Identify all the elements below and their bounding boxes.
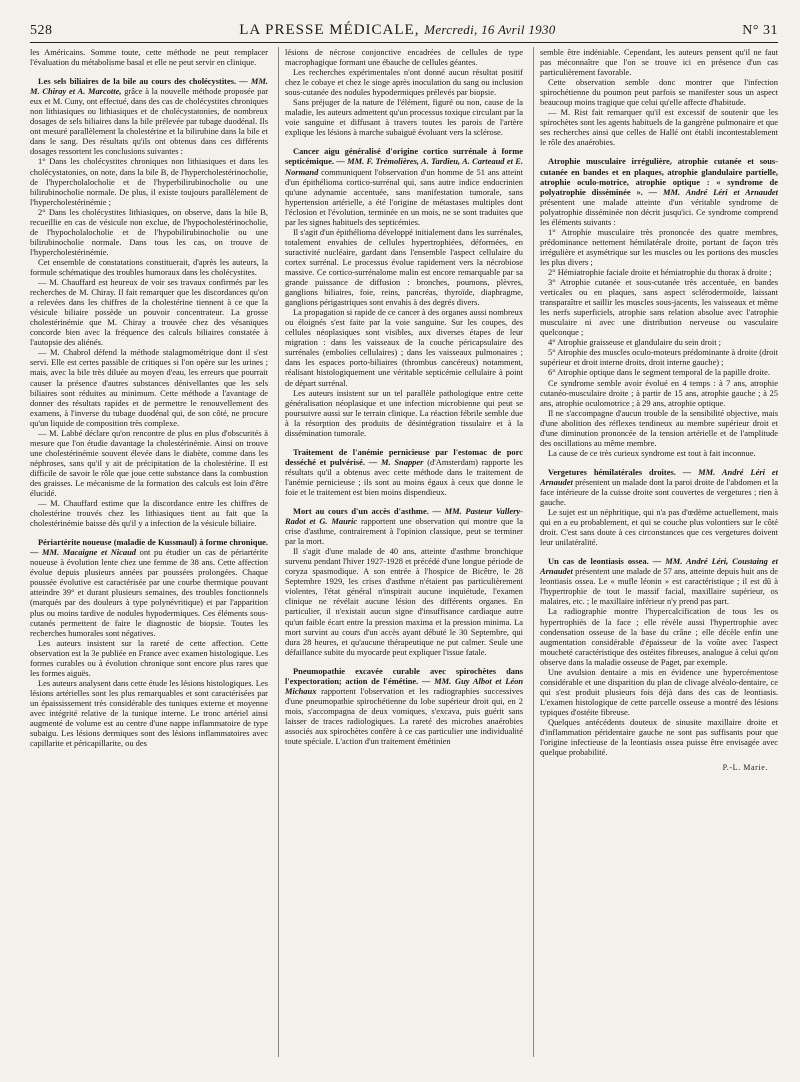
paragraph: 1° Dans les cholécystites chroniques non lithiasiques et dans les cholécystatonies, on note, dans la bile B, de l'hypercholestérinocholie, de l'hypercholalocholie et de l'hyperbilirubinocholie ou une bilirubinocholie normale. De plus, il existe toujours parallèlement de l'hypercholestérinémie ; [30, 156, 268, 207]
page-number: 528 [30, 23, 53, 38]
paragraph: — M. Chauffard estime que la discordance entre les chiffres de cholestérine trouvés chez les lithiasiques tient au fait que la cholestérinémie baisse dès qu'il y a infection de la vésicule biliaire. [30, 498, 268, 529]
column-2 [278, 47, 523, 1057]
list-item: 4° Atrophie graisseuse et glandulaire du sein droit ; [548, 337, 722, 348]
list-item: 6° Atrophie optique dans le segment temporal de la papille droite. [548, 367, 770, 378]
paragraph: — M. Chauffard est heureux de voir ses travaux confirmés par les recherches de M. Chiray. Il fait remarquer que les discordances qu'on a relevées dans les chiffres de la cholestérine tiennent à ce que la vésicule biliaire possède un pouvoir concentrateur. La grosse cholestérinémie que M. Chiray a trouvée chez des vésaniques concorde bien avec la fréquence des calculs biliaires constatée à l'autopsie des aliénés. [30, 277, 268, 348]
article-polyatrophie [540, 156, 778, 457]
paragraph: Les auteurs insistent sur un tel parallèle pathologique entre cette généralisation néoplasique et une infection microbienne qui peut se poursuivre aussi sur le terrain clinique. La réaction fébrile semble due à la résorption des produits de désintégration tissulaire et à la dissémination tumorale. [285, 387, 523, 438]
article-periarterite-continued [285, 47, 523, 137]
paragraph: Quelques antécédents douteux de sinusite maxillaire droite et d'inflammation péridentaire gauche ne sont pas suffisants pour que l'origine infectieuse de la leontiasis ossea puisse être envisagée avec quelque probabilité. [540, 717, 778, 758]
article-authors: — MM. M. Chiray et A. Marcotte, [30, 76, 268, 97]
paragraph: grâce à la nouvelle méthode proposée par eux et M. Cuny, ont effectué, dans des cas de cholécystites chroniques non lithiasiques ou lithiasiques et de cholécystatonies, de nombreux dosages de sels biliaires dans la bile prélevée par tubage duodénal. Ils ont mesuré parallèlement la cholestérine et la bilirubine dans la bile et dans le sang. Des résultats qu'ils ont obtenus dans ces différents dosages ressortent les conclusions suivantes : [30, 86, 268, 157]
paragraph: Cette observation semble donc montrer que l'infection spirochétienne du poumon peut parfois se manifester sous un aspect beaucoup moins tragique que celui qu'elle affecte d'habitude. [540, 77, 778, 108]
article-authors: — MM. Pasteur Vallery-Radot et G. Mauric [285, 506, 523, 527]
article-periarterite [30, 537, 268, 748]
article-title: Un cas de leontiasis ossea. [548, 556, 649, 567]
paragraph: présentent une malade atteinte d'un véritable syndrome de polyatrophie disséminée non décrit jusqu'ici. Ce syndrome comprend les éléments suivants : [540, 196, 778, 227]
paragraph: Cet ensemble de constatations constituerait, d'après les auteurs, la formule schématique des troubles humoraux dans les cholécystites. [30, 256, 268, 277]
article-title: Périartérite noueuse (maladie de Kussmaul) à forme chronique. [38, 537, 268, 548]
paragraph: présentent une malade de 57 ans, atteinte depuis huit ans de leontiasis ossea. Le « mufle léonin » est caractéristique ; il est dû à l'hypertrophie de tout le massif facial, maxillaire supérieur, os malaires, etc. ; le maxillaire inférieur n'y prend pas part. [540, 566, 778, 607]
author-signature: P.-L. Marie. [722, 763, 768, 773]
paragraph: La cause de ce très curieux syndrome est tout à fait inconnue. [548, 447, 756, 458]
paragraph: 2° Dans les cholécystites lithiasiques, on observe, dans la bile B, recueillie en cas de vésicule non exclue, de l'hypocholestérinocholie, de l'hypocholalocholie et de l'hypobilirubinocholie ou une bilirubinocholie normale. Dans tous les cas, on trouve de l'hypercholestérinémie. [30, 206, 268, 257]
article-title: Vergetures hémilatérales droites. [548, 466, 676, 477]
paragraph: semble être indéniable. Cependant, les auteurs pensent qu'il ne faut pas méconnaître que l'on se trouve ici en présence d'un cas particulièrement favorable. [540, 47, 778, 78]
paragraph: Il s'agit d'un épithélioma développé initialement dans les surrénales, totalement envahies de cellules hypertrophiées, déformées, en suractivité nucléaire, gardant dans l'ensemble l'aspect cellulaire du cortex surrénal. Le processus évolue rapidement vers la nécrobiose massive. Ce cortico-surrénalome malin est encore remarquable par sa grande puissance de diffusion : bronches, poumons, plèvres, ganglions biliaires, foie, reins, pancréas, thyroïde, diaphragme, ganglions périgastriques sont envahis à des degrés divers. [285, 226, 523, 308]
publication-line [239, 22, 555, 39]
article-title: Cancer aigu généralisé d'origine cortico surrénale à forme septicémique. [285, 146, 523, 167]
article-cancer-surrenal [285, 146, 523, 437]
article-pneumopathie [285, 666, 523, 746]
article-title: Traitement de l'anémie pernicieuse par l'estomac de porc desséché et pulvérisé. [285, 446, 523, 467]
list-item: 2° Hémiatrophie faciale droite et hémiatrophie du thorax à droite ; [548, 266, 772, 277]
paragraph: Le sujet est un néphritique, qui n'a pas d'œdème actuellement, mais qui en a eu probablement, et qui se couche plus volontiers sur le côté droit. C'est sans doute à ces circonstances que ces vergetures doivent leur unilatéralité. [540, 507, 778, 548]
article-authors: — MM. Macaigne et Nicaud [30, 547, 137, 558]
list-item: 5° Atrophie des muscles oculo-moteurs prédominante à droite (droit supérieur et droit interne droits, droit interne gauche) ; [540, 347, 778, 368]
publication-title: LA PRESSE MÉDICALE, [239, 22, 420, 38]
article-pneumopathie-continued [540, 47, 778, 147]
paragraph: Il ne s'accompagne d'aucun trouble de la sensibilité objective, mais d'une abolition des réflexes tendineux au membre supérieur droit et d'une diminution prononcée de la tension artérielle et de l'amplitude des oscillations au même membre. [540, 407, 778, 448]
issue-number: N° 31 [742, 23, 778, 38]
paragraph: (d'Amsterdam) rapporte les résultats qu'il a obtenus avec cette méthode dans le traitement de l'anémie pernicieuse ; ils sont au moins égaux à ceux que donne le foie et le traitement est bien moins dispendieux. [285, 456, 523, 497]
list-item: 3° Atrophie cutanée et sous-cutanée très accentuée, en bandes verticales ou en plaques, sans aspect sclérodermoïde, laissant transparaître et saillir les muscles sous-jacents, les vaisseaux et même les nerfs superficiels, atrophie sans relation absolue avec l'atrophie musculaire ni avec une distribution nerveuse ou vasculaire quelconque ; [540, 277, 778, 338]
article-authors: — MM. André Léri, Coustaing et Arnaudet [540, 556, 778, 577]
text-columns [30, 47, 778, 1057]
paragraph: Les auteurs insistent sur la rareté de cette affection. Cette observation est la 3e publiée en France avec examen histologique. Les formes curables ou à évolution chronique sont encore plus rares que les formes aiguës. [30, 637, 268, 678]
paragraph: Il s'agit d'une malade de 40 ans, atteinte d'asthme bronchique survenu pendant l'hiver 1927-1928 et précédé d'une longue période de coryza spasmodique. A son entrée à l'hospice de Bicêtre, le 28 Septembre 1929, les crises d'asthme n'étaient pas particulièrement violentes, l'état général n'inspirait aucune inquiétude, l'examen clinique ne révélait aucune lésion des différents organes. En particulier, il n'existait aucun signe d'insuffisance cardiaque autre qu'un faible écart entre la pression maxima et la pression minima. La mort survint au cours d'un accès ayant débuté le 30 Septembre, qui dura 28 heures, et qu'aucune thérapeutique ne put calmer. Seule une défaillance subite du myocarde peut expliquer l'issue fatale. [285, 546, 523, 657]
running-header [30, 22, 778, 43]
article-mort-asthme [285, 506, 523, 657]
paragraph: — M. Labbé déclare qu'on rencontre de plus en plus d'obscurités à mesure que l'on étudie davantage la cholestérinémie. Ainsi on trouve une cholestérinémie souvent élevée dans le diabète, comme dans les néphroses, sans qu'il y ait de précipitation de la cholestérine. Il est difficile de savoir le rôle que joue cette substance dans la combustion des graisses. Le mécanisme de la formation des calculs est loin d'être élucidé. [30, 427, 268, 499]
paragraph: — M. Rist fait remarquer qu'il est excessif de soutenir que les spirochètes sont les agents habituels de la gangrène pulmonaire et que ses recherches ainsi que celles de Hallé ont établi incontestablement le rôle des anaérobies. [540, 107, 778, 148]
paragraph: Les auteurs analysent dans cette étude les lésions histologiques. Les lésions artérielles sont les plus remarquables et sont caractérisées par un épaississement très considérable des tuniques externe et moyenne avec intégrité relative de la tunique interne. Le tronc artériel ainsi augmenté de volume est au centre d'une nappe inflammatoire de type subaigu. Les lésions dermiques sont des lésions inflammatoires avec capillarite et péricapillarite, ou des [30, 677, 268, 749]
article-title: Les sels biliaires de la bile au cours des cholécystites. [38, 76, 237, 87]
article-authors: — MM. Guy Albot et Léon Michaux [285, 675, 523, 696]
paragraph: lésions de nécrose conjonctive encadrées de cellules de type macrophagique formant une ébauche de cellules géantes. [285, 47, 523, 68]
article-title: Atrophie musculaire irrégulière, atrophie cutanée et sous-cutanée en bandes et en plaques, atrophie glandulaire partielle, atrophie oculo-motrice, atrophie optique : « syndrome de polyatrophie disséminée ». [540, 156, 778, 197]
paragraph: Sans préjuger de la nature de l'élément, figuré ou non, cause de la maladie, les auteurs admettent qu'un processus toxique circulant par la voie sanguine et diffusant à travers toutes les parois de l'artère explique les lésions à marche subaiguë évoluant vers la sclérose. [285, 97, 523, 138]
list-item: 1° Atrophie musculaire très prononcée des quatre membres, prédominance nettement hémilatérale droite, portant de façon très irrégulière et asymétrique sur les muscles ou les portions des muscles les plus divers ; [540, 226, 778, 267]
paragraph: — M. Chabrol défend la méthode stalagmométrique dont il s'est servi. Elle est certes passible de critiques si l'on opère sur les urines ; mais, avec la bile très diluée au moyen d'eau, les erreurs que pourrait causer la présence d'autres substances dénivellantes que les sels biliaires sont réduites au minimum. Cette méthode a l'avantage de donner des résultats rapides et de permettre le renouvellement des examens, à l'inverse du tubage duodénal qui, de son côté, ne procure qu'un liquide de composition très complexe. [30, 347, 268, 428]
paragraph: présentent un malade dont la paroi droite de l'abdomen et la face intérieure de la cuisse droite sont couvertes de vergetures ; rien à gauche. [540, 476, 778, 508]
paragraph: Ce syndrome semble avoir évolué en 4 temps : à 7 ans, atrophie cutanéo-musculaire droite ; à partir de 15 ans, atrophie gauche ; à 25 ans, atrophie oculomotrice ; à 29 ans, atrophie optique. [540, 377, 778, 408]
article-authors: — MM. André Léri et Arnaudet [648, 186, 778, 197]
article-vergetures [540, 467, 778, 547]
paragraph: communiquent l'observation d'un homme de 51 ans atteint d'un épithélioma cortico-surrénal qui, sans autre indice endocrinien qu'une adynamie accentuée, sans manifestation tumorale, sans hypertension artérielle, a été l'origine de métastases multiples dont l'éclosion et l'évolution, terminée en un mois, ne se sont traduites que par les signes habituels des septicémies. [285, 166, 523, 227]
article-intro-fragment [30, 47, 268, 67]
issue-date: Mercredi, 16 Avril 1930 [424, 22, 556, 37]
article-sels-biliaires [30, 76, 268, 528]
paragraph: ont pu étudier un cas de périartérite noueuse à évolution lente chez une femme de 38 ans. Cette affection évolue depuis plusieurs années par poussées prolongées. Chaque poussée évolutive est caractérisée par une courbe thermique pouvant atteindre 39° et durant plusieurs semaines, des troubles fonctionnels (marqués par des douleurs à type polynévritique) et par l'apparition plus ou moins tardive de nodules hypodermiques. Ces éléments sous-cutanés permettent de faire le diagnostic de biopsie. Toutes les recherches humorales sont négatives. [30, 547, 268, 638]
article-authors: — MM. André Léri et Arnaudet [540, 466, 778, 487]
article-leontiasis [540, 556, 778, 757]
column-1 [30, 47, 268, 1057]
article-title: Pneumopathie excavée curable avec spirochètes dans l'expectoration; action de l'émétine. [285, 665, 523, 686]
article-title: Mort au cours d'un accès d'asthme. [293, 506, 429, 517]
paragraph: Une avulsion dentaire a mis en évidence une hypercémentose considérable et une disparition du plan de clivage alvéolo-dentaire, ce qui s'est produit plusieurs fois déjà dans des cas de leontiasis. L'examen histologique de cette parcelle osseuse a montré des lésions typiques d'ostéite fibreuse. [540, 666, 778, 717]
paragraph: Les recherches expérimentales n'ont donné aucun résultat positif chez le cobaye et chez le singe après inoculation du sang ou inclusion sous-cutanée des nodules hypodermiques prélevés par biopsie. [285, 67, 523, 98]
paragraph: rapportent une observation qui montre que la crise d'asthme, contrairement à l'opinion classique, peut se terminer par la mort. [285, 516, 523, 547]
column-3 [533, 47, 778, 1057]
paragraph: rapportent l'observation et les radiographies successives d'une pneumopathie spirochétienne du lobe supérieur droit qui, en 2 mois, s'accompagna de deux vomiques, s'excava, puis guérit sans laisser de traces radiologiques. La rareté des microbes anaérobies associés aux spirochètes confère à ce cas particulier une individualité toute spéciale. L'action d'un traitement émétinien [285, 685, 523, 747]
paragraph: La radiographie montre l'hypercalcification de tous les os hypertrophiés de la face ; elle révèle aussi l'hypertrophie avec condensation osseuse de la base du crâne ; elle décèle enfin une augmentation considérable d'épaisseur de la voûte avec l'aspect moucheté caractéristique des ostéites fibreuses, analogue à celui qu'on observe dans la maladie osseuse de Paget, par exemple. [540, 606, 778, 667]
paragraph: La propagation si rapide de ce cancer à des organes aussi nombreux ou éloignés s'est faite par la voie sanguine. Sur les coupes, des cellules néoplasiques sont visibles, aux diverses étapes de leur migration : dans les vaisseaux de la couche péricapsulaire des surrénales (embolies cellulaires) ; dans les vaisseaux pulmonaires ; dans les espaces porto-biliaires (thrombus cancéreux) notamment, réalisant histologiquement une véritable septicémie cellulaire à point de départ surrénal. [285, 307, 523, 388]
article-anemie-pernicieuse [285, 447, 523, 497]
paragraph: les Américains. Somme toute, cette méthode ne peut remplacer l'évaluation du métabolisme basal et elle ne peut servir en clinique. [30, 47, 268, 68]
article-authors: — M. Snapper [368, 456, 424, 467]
article-authors: — MM. F. Trémolières, A. Tardieu, A. Carteaud et E. Normand [285, 156, 523, 177]
